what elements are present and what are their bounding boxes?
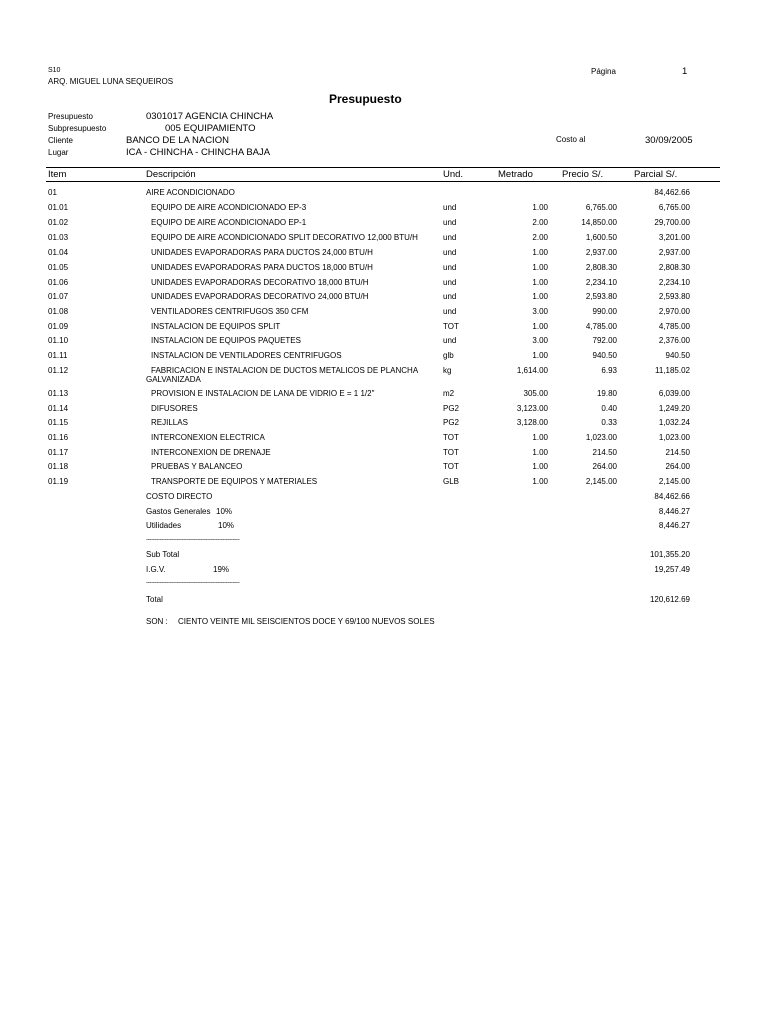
igv-label: I.G.V. <box>146 565 166 574</box>
row-unit: PG2 <box>443 404 460 413</box>
row-precio: 1,600.50 <box>585 233 617 242</box>
row-parcial: 264.00 <box>665 462 690 471</box>
row-precio: 6.93 <box>601 366 617 375</box>
row-description: VENTILADORES CENTRIFUGOS 350 CFM <box>151 307 309 316</box>
gastos-pct: 10% <box>216 507 233 516</box>
row-parcial: 3,201.00 <box>658 233 690 242</box>
table-row <box>0 336 768 350</box>
row-metrado: 1.00 <box>532 248 548 257</box>
row-item: 01.07 <box>48 292 69 301</box>
row-metrado: 1.00 <box>532 433 548 442</box>
total-row <box>0 595 768 609</box>
row-parcial: 6,039.00 <box>658 389 690 398</box>
row-item: 01.12 <box>48 366 69 375</box>
row-precio: 14,850.00 <box>581 218 617 227</box>
total-value: 120,612.69 <box>649 595 690 604</box>
table-row <box>0 462 768 476</box>
subtotal-row <box>0 550 768 564</box>
igv-pct: 19% <box>213 565 230 574</box>
row-parcial: 2,234.10 <box>658 278 690 287</box>
row-item: 01.05 <box>48 263 69 272</box>
row-unit: TOT <box>443 322 459 331</box>
row-unit: TOT <box>443 462 459 471</box>
row-precio: 1,023.00 <box>585 433 617 442</box>
row-item: 01.10 <box>48 336 69 345</box>
row-description: EQUIPO DE AIRE ACONDICIONADO EP-1 <box>151 218 307 227</box>
group-item: 01 <box>48 188 57 197</box>
subtotal-label: Sub Total <box>146 550 180 559</box>
row-metrado: 1.00 <box>532 292 548 301</box>
row-description: INSTALACION DE EQUIPOS SPLIT <box>151 322 281 331</box>
row-description: INTERCONEXION ELECTRICA <box>151 433 265 442</box>
row-metrado: 1.00 <box>532 322 548 331</box>
table-row <box>0 203 768 217</box>
row-parcial: 1,249.20 <box>658 404 690 413</box>
row-description: UNIDADES EVAPORADORAS DECORATIVO 24,000 BTU/H <box>151 292 369 301</box>
row-precio: 6,765.00 <box>585 203 617 212</box>
row-precio: 990.00 <box>592 307 617 316</box>
row-item: 01.09 <box>48 322 69 331</box>
row-metrado: 1.00 <box>532 203 548 212</box>
row-parcial: 2,145.00 <box>658 477 690 486</box>
row-description: DIFUSORES <box>151 404 198 413</box>
utilidades-value: 8,446.27 <box>658 521 690 530</box>
company-name: ARQ. MIGUEL LUNA SEQUEIROS <box>48 77 174 86</box>
row-unit: glb <box>443 351 454 360</box>
utilidades-pct: 10% <box>218 521 235 530</box>
row-unit: und <box>443 218 457 227</box>
separator-2: ------------------------------------------------------- <box>146 580 240 586</box>
row-parcial: 11,185.02 <box>655 366 690 375</box>
row-parcial: 2,970.00 <box>658 307 690 316</box>
row-description: PROVISION E INSTALACION DE LANA DE VIDRIO E = 1 1/2" <box>151 389 375 398</box>
col-descripcion: Descripción <box>146 169 196 180</box>
row-description: REJILLAS <box>151 418 188 427</box>
row-item: 01.17 <box>48 448 69 457</box>
row-metrado: 1.00 <box>532 462 548 471</box>
row-parcial: 29,700.00 <box>654 218 690 227</box>
row-metrado: 1.00 <box>532 278 548 287</box>
cliente-label: Cliente <box>48 136 73 145</box>
costo-directo-value: 84,462.66 <box>654 492 690 501</box>
costo-al-label: Costo al <box>556 135 586 144</box>
row-item: 01.06 <box>48 278 69 287</box>
table-row <box>0 322 768 336</box>
row-item: 01.16 <box>48 433 69 442</box>
lugar-value: ICA - CHINCHA - CHINCHA BAJA <box>126 147 271 158</box>
son-label: SON : <box>146 617 168 626</box>
row-precio: 2,145.00 <box>585 477 617 486</box>
table-row <box>0 433 768 447</box>
row-item: 01.18 <box>48 462 69 471</box>
row-parcial: 4,785.00 <box>658 322 690 331</box>
row-precio: 0.40 <box>601 404 617 413</box>
col-parcial: Parcial S/. <box>634 169 678 180</box>
costo-directo-row <box>0 492 768 506</box>
row-item: 01.04 <box>48 248 69 257</box>
row-unit: und <box>443 263 457 272</box>
report-code: S10 <box>48 67 61 74</box>
row-item: 01.19 <box>48 477 69 486</box>
row-item: 01.01 <box>48 203 69 212</box>
row-metrado: 1,614.00 <box>516 366 548 375</box>
son-row <box>0 617 768 631</box>
presupuesto-label: Presupuesto <box>48 112 93 121</box>
row-precio: 4,785.00 <box>585 322 617 331</box>
row-item: 01.02 <box>48 218 69 227</box>
row-precio: 2,808.30 <box>585 263 617 272</box>
row-unit: GLB <box>443 477 460 486</box>
separator-1: ------------------------------------------------------- <box>146 537 240 543</box>
row-precio: 0.33 <box>601 418 617 427</box>
cliente-value: BANCO DE LA NACION <box>126 135 229 146</box>
col-item: Item <box>48 169 67 180</box>
table-row <box>0 477 768 491</box>
costo-al-date: 30/09/2005 <box>645 135 693 146</box>
costo-directo-label: COSTO DIRECTO <box>146 492 213 501</box>
row-item: 01.03 <box>48 233 69 242</box>
header-bottom-rule <box>46 181 720 182</box>
table-row <box>0 218 768 232</box>
col-precio: Precio S/. <box>562 169 604 180</box>
row-item: 01.15 <box>48 418 69 427</box>
group-row <box>0 188 768 202</box>
row-metrado: 2.00 <box>532 233 548 242</box>
row-metrado: 1.00 <box>532 263 548 272</box>
row-parcial: 2,593.80 <box>658 292 690 301</box>
presupuesto-value: 0301017 AGENCIA CHINCHA <box>146 111 274 122</box>
row-description: UNIDADES EVAPORADORAS PARA DUCTOS 18,000 BTU/H <box>151 263 373 272</box>
row-description: INSTALACION DE VENTILADORES CENTRIFUGOS <box>151 351 342 360</box>
row-metrado: 1.00 <box>532 351 548 360</box>
table-row <box>0 278 768 292</box>
gastos-label: Gastos Generales <box>146 507 211 516</box>
gastos-row <box>0 507 768 521</box>
row-unit: PG2 <box>443 418 460 427</box>
row-unit: kg <box>443 366 452 375</box>
row-unit: und <box>443 248 457 257</box>
row-unit: und <box>443 292 457 301</box>
subtotal-value: 101,355.20 <box>649 550 690 559</box>
row-precio: 792.00 <box>592 336 617 345</box>
subpresupuesto-value: 005 EQUIPAMIENTO <box>165 123 256 134</box>
row-unit: und <box>443 233 457 242</box>
row-parcial: 2,937.00 <box>658 248 690 257</box>
row-precio: 2,593.80 <box>585 292 617 301</box>
col-unidad: Und. <box>443 169 464 180</box>
page-number: 1 <box>682 66 688 77</box>
row-parcial: 2,808.30 <box>658 263 690 272</box>
row-unit: m2 <box>443 389 455 398</box>
row-description: EQUIPO DE AIRE ACONDICIONADO EP-3 <box>151 203 307 212</box>
row-description: EQUIPO DE AIRE ACONDICIONADO SPLIT DECORATIVO 12,000 BTU/H <box>151 233 418 242</box>
row-precio: 2,234.10 <box>585 278 617 287</box>
row-parcial: 940.50 <box>665 351 690 360</box>
row-description: INSTALACION DE EQUIPOS PAQUETES <box>151 336 301 345</box>
row-metrado: 3,123.00 <box>516 404 548 413</box>
header-top-rule <box>46 167 720 168</box>
table-row <box>0 292 768 306</box>
table-row <box>0 418 768 432</box>
row-unit: und <box>443 307 457 316</box>
row-parcial: 6,765.00 <box>658 203 690 212</box>
row-description-cont: GALVANIZADA <box>146 375 201 384</box>
row-item: 01.08 <box>48 307 69 316</box>
page-title: Presupuesto <box>329 92 402 106</box>
row-metrado: 3,128.00 <box>516 418 548 427</box>
row-parcial: 2,376.00 <box>658 336 690 345</box>
row-unit: und <box>443 336 457 345</box>
row-description: PRUEBAS Y BALANCEO <box>151 462 243 471</box>
group-desc: AIRE ACONDICIONADO <box>146 188 235 197</box>
col-metrado: Metrado <box>498 169 533 180</box>
table-row <box>0 233 768 247</box>
row-metrado: 1.00 <box>532 477 548 486</box>
lugar-label: Lugar <box>48 148 69 157</box>
row-precio: 19.80 <box>596 389 617 398</box>
igv-value: 19,257.49 <box>654 565 690 574</box>
row-item: 01.14 <box>48 404 69 413</box>
row-precio: 214.50 <box>592 448 617 457</box>
row-description: UNIDADES EVAPORADORAS DECORATIVO 18,000 BTU/H <box>151 278 369 287</box>
utilidades-label: Utilidades <box>146 521 182 530</box>
table-row <box>0 404 768 418</box>
row-precio: 940.50 <box>592 351 617 360</box>
row-unit: und <box>443 278 457 287</box>
row-description: INTERCONEXION DE DRENAJE <box>151 448 271 457</box>
page-label: Página <box>591 67 616 76</box>
row-description: FABRICACION E INSTALACION DE DUCTOS METALICOS DE PLANCHA <box>151 366 419 375</box>
row-description: TRANSPORTE DE EQUIPOS Y MATERIALES <box>151 477 318 486</box>
son-value: CIENTO VEINTE MIL SEISCIENTOS DOCE Y 69/100 NUEVOS SOLES <box>178 617 435 626</box>
subpresupuesto-label: Subpresupuesto <box>48 124 107 133</box>
igv-row <box>0 565 768 579</box>
row-unit: und <box>443 203 457 212</box>
row-metrado: 305.00 <box>523 389 548 398</box>
utilidades-row <box>0 521 768 535</box>
row-item: 01.11 <box>48 351 68 360</box>
row-description: UNIDADES EVAPORADORAS PARA DUCTOS 24,000 BTU/H <box>151 248 373 257</box>
row-parcial: 214.50 <box>665 448 690 457</box>
table-row <box>0 351 768 365</box>
row-metrado: 3.00 <box>532 307 548 316</box>
table-row <box>0 448 768 462</box>
row-metrado: 1.00 <box>532 448 548 457</box>
table-row <box>0 307 768 321</box>
table-row <box>0 263 768 277</box>
table-row <box>0 248 768 262</box>
row-metrado: 2.00 <box>532 218 548 227</box>
row-metrado: 3.00 <box>532 336 548 345</box>
gastos-value: 8,446.27 <box>658 507 690 516</box>
group-parcial: 84,462.66 <box>654 188 690 197</box>
table-row <box>0 389 768 403</box>
row-precio: 264.00 <box>592 462 617 471</box>
row-unit: TOT <box>443 433 459 442</box>
row-precio: 2,937.00 <box>585 248 617 257</box>
row-parcial: 1,023.00 <box>658 433 690 442</box>
table-row <box>0 366 768 384</box>
row-unit: TOT <box>443 448 459 457</box>
row-item: 01.13 <box>48 389 69 398</box>
total-label: Total <box>146 595 163 604</box>
row-parcial: 1,032.24 <box>658 418 690 427</box>
